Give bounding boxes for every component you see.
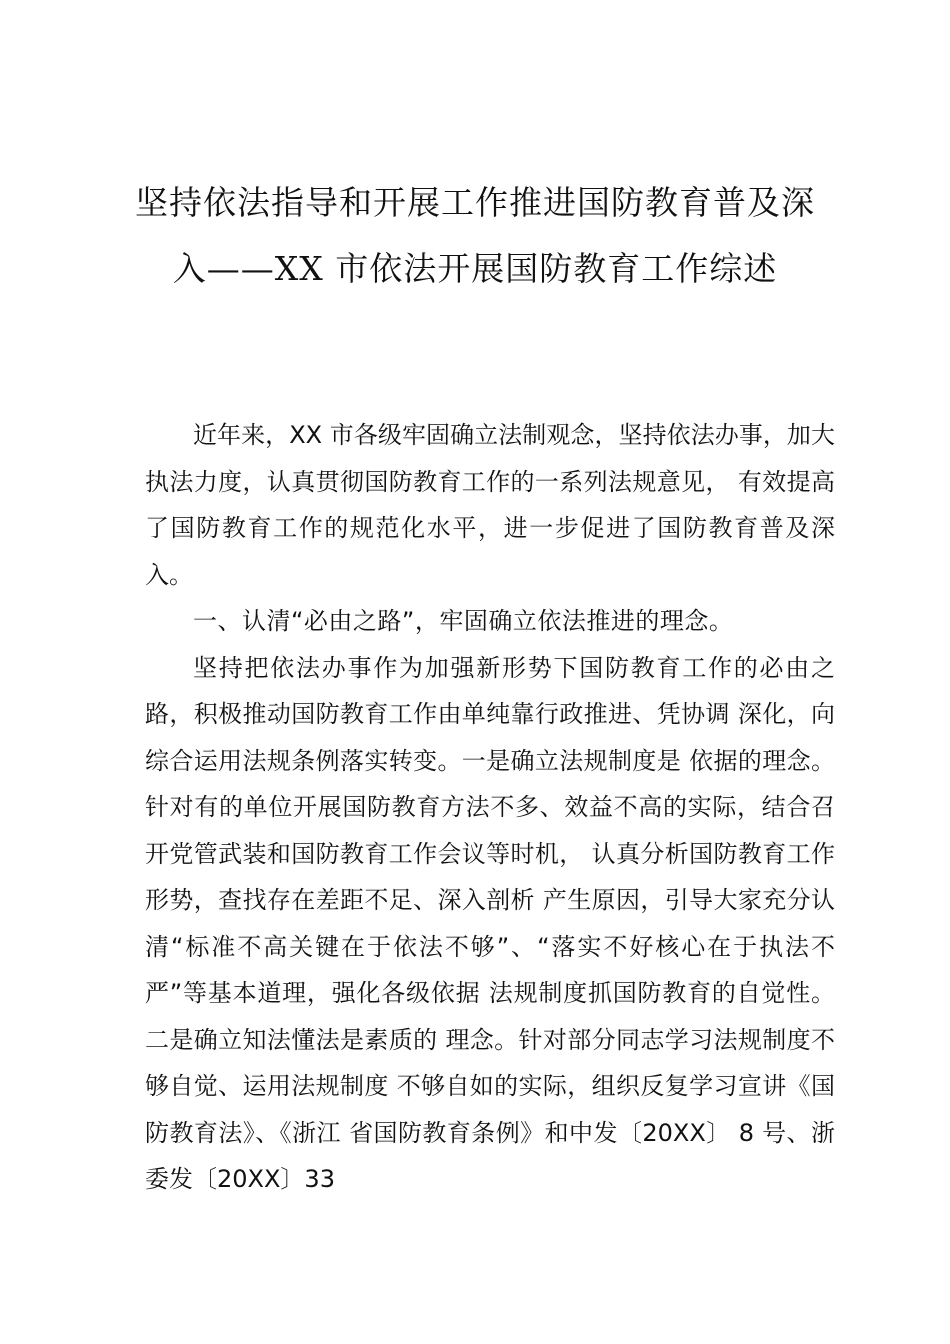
paragraph-section-1: 坚持把依法办事作为加强新形势下国防教育工作的必由之路，积极推动国防教育工作由单纯靠行政推进、凭协调 深化，向综合运用法规条例落实转变。一是确立法规制度是 依据的理念。针对有的单位开展国防教育方法不多、效益不高的实际，结合召开党管武装和国防教育工作会议等时机， 认真分析国防教育工作形势，查找存在差距不足、深入剖析 产生原因，引导大家充分认清“标准不高关键在于依法不够”、“落实不好核心在于执法不严”等基本道理，强化各级依据 法规制度抓国防教育的自觉性。二是确立知法懂法是素质的 理念。针对部分同志学习法规制度不够自觉、运用法规制度 不够自如的实际，组织反复学习宣讲《国防教育法》、《浙江 省国防教育条例》和中发〔20XX〕 8 号、浙委发〔20XX〕33	[145, 653, 835, 1193]
section-heading-1: 一、认清“必由之路”，牢固确立依法推进的理念。	[193, 607, 734, 635]
document-body	[145, 412, 835, 1203]
paragraph-intro: 近年来，XX 市各级牢固确立法制观念，坚持依法办事，加大执法力度，认真贯彻国防教育工作的一系列法规意见， 有效提高了国防教育工作的规范化水平，进一步促进了国防教育普及深入。	[145, 421, 835, 589]
document-title: 坚持依法指导和开展工作推进国防教育普及深入——XX 市依法开展国防教育工作综述	[135, 183, 815, 288]
